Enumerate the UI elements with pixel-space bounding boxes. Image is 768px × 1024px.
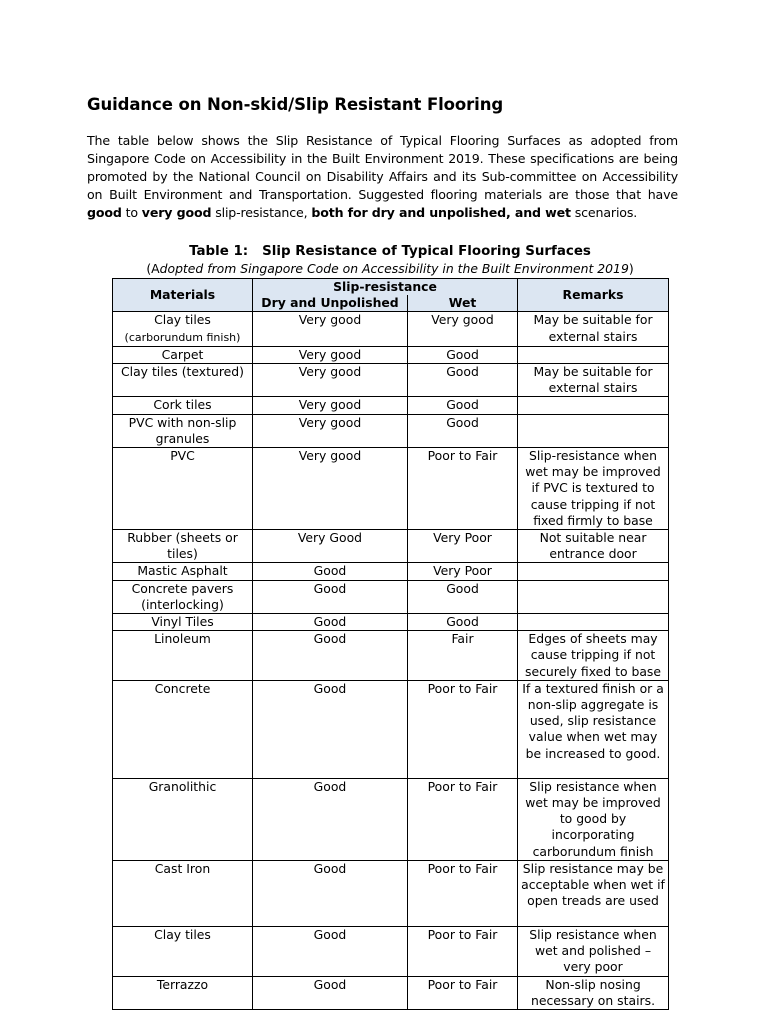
table-row bbox=[113, 563, 669, 580]
page-title: Guidance on Non-skid/Slip Resistant Flooring bbox=[87, 95, 504, 114]
cell-remarks bbox=[518, 397, 669, 414]
cell-remarks bbox=[518, 414, 669, 447]
cell-wet: Poor to Fair bbox=[408, 680, 518, 778]
slip-resistance-table bbox=[112, 278, 669, 1010]
table-row bbox=[113, 926, 669, 976]
cell-wet: Very Poor bbox=[408, 563, 518, 580]
cell-material: PVC bbox=[113, 448, 253, 530]
table-row bbox=[113, 414, 669, 447]
cell-dry: Good bbox=[253, 778, 408, 860]
cell-dry: Good bbox=[253, 563, 408, 580]
cell-dry: Very good bbox=[253, 346, 408, 363]
cell-dry: Very good bbox=[253, 312, 408, 346]
cell-remarks bbox=[518, 580, 669, 613]
header-dry-unpolished: Dry and Unpolished bbox=[253, 295, 408, 312]
cell-dry: Very Good bbox=[253, 530, 408, 563]
cell-wet: Good bbox=[408, 397, 518, 414]
cell-material bbox=[113, 312, 253, 346]
table-caption-title: Slip Resistance of Typical Flooring Surfaces bbox=[262, 244, 591, 259]
cell-wet: Poor to Fair bbox=[408, 860, 518, 926]
table-row bbox=[113, 631, 669, 681]
cell-wet: Poor to Fair bbox=[408, 778, 518, 860]
header-slip-resistance: Slip-resistance bbox=[253, 279, 518, 296]
cell-material: Carpet bbox=[113, 346, 253, 363]
intro-paragraph bbox=[87, 132, 678, 222]
cell-material: Cork tiles bbox=[113, 397, 253, 414]
cell-wet: Good bbox=[408, 580, 518, 613]
table-row bbox=[113, 346, 669, 363]
table-row bbox=[113, 364, 669, 397]
table-row bbox=[113, 860, 669, 926]
cell-remarks: If a textured finish or a non-slip aggregate is used, slip resistance value when wet may be increased to good. bbox=[518, 680, 669, 778]
cell-wet: Very Poor bbox=[408, 530, 518, 563]
material-note: (carborundum finish) bbox=[124, 330, 241, 344]
cell-dry: Good bbox=[253, 926, 408, 976]
cell-material: Clay tiles bbox=[113, 926, 253, 976]
cell-material: Linoleum bbox=[113, 631, 253, 681]
cell-material: Vinyl Tiles bbox=[113, 614, 253, 631]
cell-wet: Good bbox=[408, 414, 518, 447]
header-materials: Materials bbox=[113, 279, 253, 312]
intro-bold-good: good bbox=[87, 205, 122, 220]
cell-remarks bbox=[518, 614, 669, 631]
cell-remarks: May be suitable for external stairs bbox=[518, 312, 669, 346]
intro-bold-very-good: very good bbox=[141, 205, 212, 220]
header-remarks: Remarks bbox=[518, 279, 669, 312]
table-header-row bbox=[113, 279, 669, 296]
cell-wet: Poor to Fair bbox=[408, 976, 518, 1009]
cell-material: Concrete bbox=[113, 680, 253, 778]
cell-material: Clay tiles (textured) bbox=[113, 364, 253, 397]
cell-material: Mastic Asphalt bbox=[113, 563, 253, 580]
cell-dry: Good bbox=[253, 631, 408, 681]
cell-wet: Good bbox=[408, 614, 518, 631]
intro-text-3: slip-resistance, bbox=[211, 205, 312, 220]
table-row bbox=[113, 530, 669, 563]
cell-remarks: May be suitable for external stairs bbox=[518, 364, 669, 397]
cell-remarks: Edges of sheets may cause tripping if not securely fixed to base bbox=[518, 631, 669, 681]
cell-remarks: Slip-resistance when wet may be improved if PVC is textured to cause tripping if not fixed firmly to base bbox=[518, 448, 669, 530]
cell-remarks: Slip resistance when wet and polished – very poor bbox=[518, 926, 669, 976]
cell-dry: Very good bbox=[253, 414, 408, 447]
cell-dry: Good bbox=[253, 614, 408, 631]
cell-dry: Very good bbox=[253, 448, 408, 530]
table-row bbox=[113, 397, 669, 414]
table-row bbox=[113, 580, 669, 613]
cell-material: Rubber (sheets or tiles) bbox=[113, 530, 253, 563]
cell-remarks: Non-slip nosing necessary on stairs. bbox=[518, 976, 669, 1009]
intro-bold-scenarios: both for dry and unpolished, and wet bbox=[311, 205, 571, 220]
cell-remarks: Slip resistance may be acceptable when wet if open treads are used bbox=[518, 860, 669, 926]
cell-material: PVC with non-slip granules bbox=[113, 414, 253, 447]
cell-wet: Good bbox=[408, 346, 518, 363]
table-caption-label: Table 1: bbox=[189, 244, 249, 259]
table-row bbox=[113, 312, 669, 346]
cell-material: Cast Iron bbox=[113, 860, 253, 926]
cell-material: Concrete pavers (interlocking) bbox=[113, 580, 253, 613]
source-note-close: ) bbox=[628, 261, 634, 276]
table-row bbox=[113, 680, 669, 778]
cell-dry: Good bbox=[253, 860, 408, 926]
cell-remarks: Not suitable near entrance door bbox=[518, 530, 669, 563]
cell-material: Terrazzo bbox=[113, 976, 253, 1009]
cell-wet: Poor to Fair bbox=[408, 926, 518, 976]
cell-wet: Fair bbox=[408, 631, 518, 681]
table-row bbox=[113, 448, 669, 530]
material-name: Clay tiles bbox=[154, 312, 211, 328]
table-caption bbox=[112, 244, 668, 259]
cell-remarks: Slip resistance when wet may be improved to good by incorporating carborundum finish bbox=[518, 778, 669, 860]
source-note-open: (A bbox=[146, 261, 160, 276]
header-wet: Wet bbox=[408, 295, 518, 312]
cell-remarks bbox=[518, 346, 669, 363]
intro-text-2: to bbox=[121, 205, 142, 220]
table-row bbox=[113, 976, 669, 1009]
table-row bbox=[113, 778, 669, 860]
cell-dry: Good bbox=[253, 680, 408, 778]
cell-dry: Good bbox=[253, 580, 408, 613]
cell-wet: Good bbox=[408, 364, 518, 397]
cell-wet: Poor to Fair bbox=[408, 448, 518, 530]
cell-dry: Very good bbox=[253, 364, 408, 397]
cell-material: Granolithic bbox=[113, 778, 253, 860]
intro-text-4: scenarios. bbox=[570, 205, 638, 220]
table-row bbox=[113, 614, 669, 631]
table-source-note bbox=[112, 261, 668, 276]
intro-text-1: The table below shows the Slip Resistance of Typical Flooring Surfaces as adopted from Singapore Code on Accessibility in the Built Environment 2019. These specifications are being promoted by the National Council on Disability Affairs and its Sub-committee on Accessibility on Built Environment and Transportation. Suggested flooring materials are those that have bbox=[87, 133, 678, 202]
cell-dry: Very good bbox=[253, 397, 408, 414]
cell-dry: Good bbox=[253, 976, 408, 1009]
cell-remarks bbox=[518, 563, 669, 580]
cell-wet: Very good bbox=[408, 312, 518, 346]
source-note-text: dopted from Singapore Code on Accessibility in the Built Environment 2019 bbox=[159, 261, 629, 276]
